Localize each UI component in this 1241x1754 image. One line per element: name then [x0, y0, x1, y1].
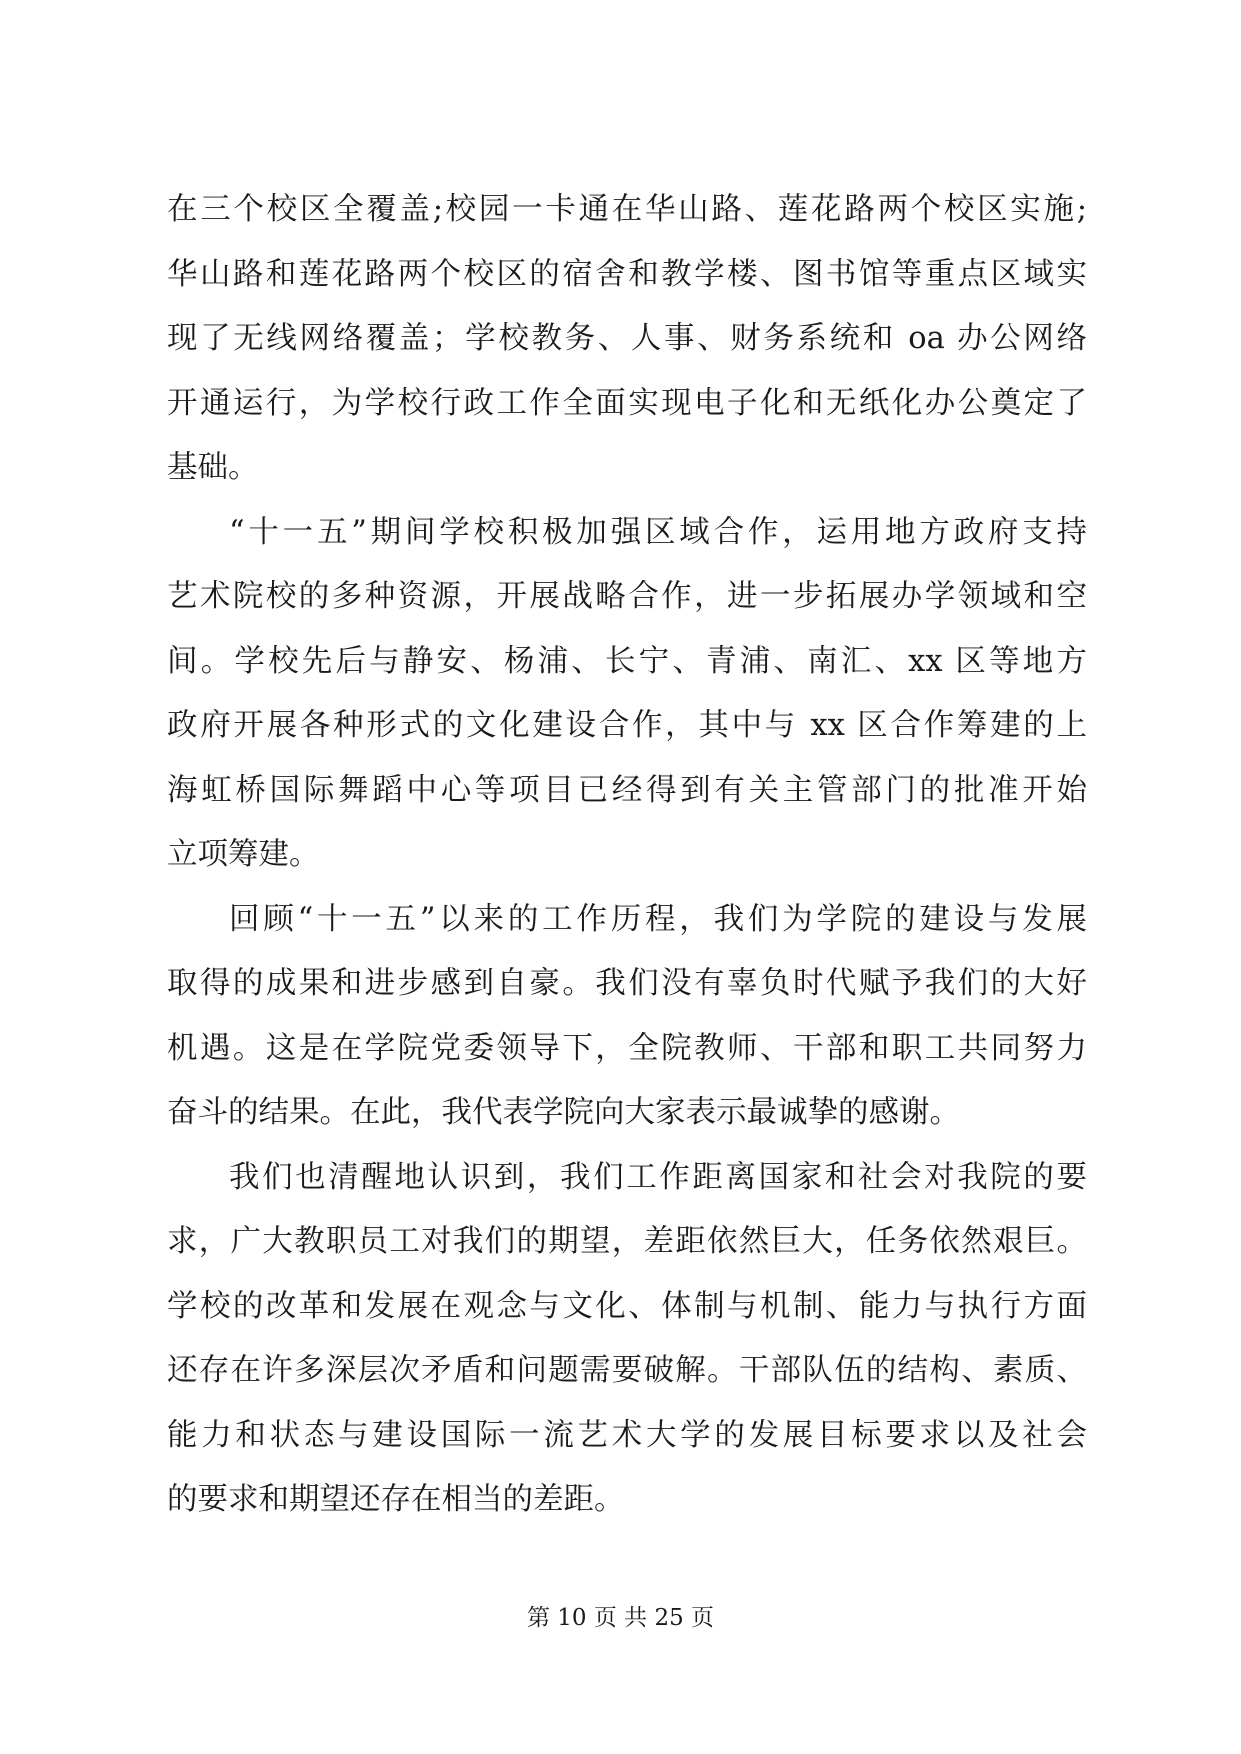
text-line: 间。学校先后与静安、杨浦、长宁、青浦、南汇、xx 区等地方	[167, 643, 1087, 679]
text-line: 机遇。这是在学院党委领导下，全院教师、干部和职工共同努力	[167, 1030, 1087, 1066]
text-line: 在三个校区全覆盖;校园一卡通在华山路、莲花路两个校区实施;	[167, 192, 1087, 227]
text-line: 海虹桥国际舞蹈中心等项目已经得到有关主管部门的批准开始	[167, 772, 1087, 808]
text-line: 开通运行，为学校行政工作全面实现电子化和无纸化办公奠定了	[167, 385, 1087, 421]
document-body	[167, 178, 1087, 1533]
text-line: 我们也清醒地认识到，我们工作距离国家和社会对我院的要	[229, 1159, 1087, 1195]
text-line: 艺术院校的多种资源，开展战略合作，进一步拓展办学领域和空	[167, 579, 1087, 614]
text-line: “十一五”期间学校积极加强区域合作，运用地方政府支持	[229, 514, 1087, 550]
text-line: 求，广大教职员工对我们的期望，差距依然巨大，任务依然艰巨。	[167, 1224, 1087, 1259]
text-line: 奋斗的结果。在此，我代表学院向大家表示最诚挚的感谢。	[167, 1095, 960, 1130]
page-footer: 第 10 页 共 25 页	[526, 1605, 715, 1631]
text-line: 华山路和莲花路两个校区的宿舍和教学楼、图书馆等重点区域实	[167, 256, 1087, 292]
text-line: 立项筹建。	[167, 837, 320, 872]
text-line: 取得的成果和进步感到自豪。我们没有辜负时代赋予我们的大好	[167, 966, 1087, 1001]
text-line: 回顾“十一五”以来的工作历程，我们为学院的建设与发展	[229, 901, 1087, 937]
text-line: 现了无线网络覆盖；学校教务、人事、财务系统和 oa 办公网络	[167, 321, 1087, 356]
text-line: 政府开展各种形式的文化建设合作，其中与 xx 区合作筹建的上	[167, 708, 1087, 743]
text-line: 的要求和期望还存在相当的差距。	[167, 1482, 625, 1517]
text-line: 学校的改革和发展在观念与文化、体制与机制、能力与执行方面	[167, 1288, 1087, 1324]
text-line: 还存在许多深层次矛盾和问题需要破解。干部队伍的结构、素质、	[167, 1353, 1087, 1388]
text-line: 能力和状态与建设国际一流艺术大学的发展目标要求以及社会	[167, 1417, 1087, 1453]
text-line: 基础。	[167, 450, 259, 485]
